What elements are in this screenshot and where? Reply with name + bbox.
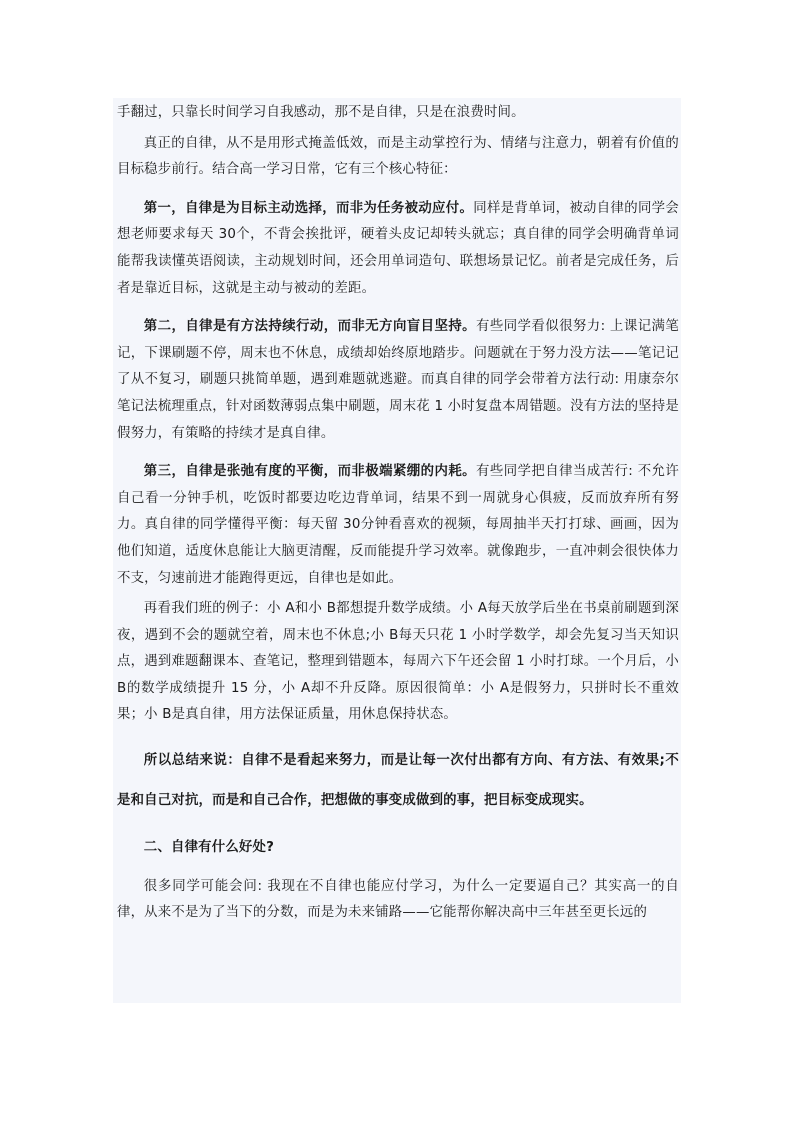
section-heading: 二、自律有什么好处? bbox=[143, 840, 275, 856]
feature-two-heading: 第二，自律是有方法持续行动，而非无方向盲目坚持。 bbox=[143, 319, 477, 335]
feature-one-heading: 第一，自律是为目标主动选择，而非为任务被动应付。 bbox=[143, 200, 474, 216]
document-body bbox=[117, 100, 679, 927]
paragraph-feature-three bbox=[117, 459, 679, 592]
paragraph-continuation: 手翻过，只靠长时间学习自我感动，那不是自律，只是在浪费时间。 bbox=[117, 105, 525, 120]
paragraph-feature-two bbox=[117, 314, 679, 447]
feature-three-body: 有些同学把自律当成苦行: 不允许自己看一分钟手机，吃饭时都要边吃边背单词，结果不到一周就身心俱疲，反而放弃所有努力。真自律的同学懂得平衡：每天留 30分钟看喜欢的视频，每周抽半天打打球、画画，因为他们知道，适度休息能让大脑更清醒，反而能提升学习效率。就像跑步，一直冲刺会很快体力不支，匀速前进才能跑得更远，自律也是如此。 bbox=[117, 464, 679, 586]
paragraph-summary: 所以总结来说：自律不是看起来努力，而是让每一次付出都有方向、有方法、有效果;不是和自己对抗，而是和自己合作，把想做的事变成做到的事，把目标变成现实。 bbox=[117, 753, 679, 809]
paragraph-benefits-intro: 很多同学可能会问: 我现在不自律也能应付学习，为什么一定要逼自己？其实高一的自律，从来不是为了当下的分数，而是为未来铺路——它能帮你解决高中三年甚至更长远的 bbox=[117, 878, 679, 921]
paragraph-class-example: 再看我们班的例子：小 A和小 B都想提升数学成绩。小 A每天放学后坐在书桌前刷题到深夜，遇到不会的题就空着，周末也不休息;小 B每天只花 1 小时学数学，却会先复习当天知识点，遇到难题翻课本、查笔记，整理到错题本，每周六下午还会留 1 小时打球。一个月后，小 B的数学成绩提升 15 分，小 A却不升反降。原因很简单：小 A是假努力，只拼时长不重效果；小 B是真自律，用方法保证质量，用休息保持状态。 bbox=[117, 601, 679, 723]
paragraph-definition: 真正的自律，从不是用形式掩盖低效，而是主动掌控行为、情绪与注意力，朝着有价值的目标稳步前行。结合高一学习日常，它有三个核心特征： bbox=[117, 135, 679, 178]
feature-one-body: 同样是背单词，被动自律的同学会想老师要求每天 30个，不背会挨批评，硬着头皮记却转头就忘；真自律的同学会明确背单词能帮我读懂英语阅读，主动规划时间，还会用单词造句、联想场景记忆。前者是完成任务，后者是靠近目标，这就是主动与被动的差距。 bbox=[117, 200, 679, 296]
paragraph-feature-one bbox=[117, 196, 679, 302]
feature-two-body: 有些同学看似很努力: 上课记满笔记，下课刷题不停，周末也不休息，成绩却始终原地踏步。问题就在于努力没方法——笔记记了从不复习，刷题只挑简单题，遇到难题就逃避。而真自律的同学会带着方法行动: 用康奈尔笔记法梳理重点，针对函数薄弱点集中刷题，周末花 1 小时复盘本周错题。没有方法的坚持是假努力，有策略的持续才是真自律。 bbox=[117, 319, 679, 441]
feature-three-heading: 第三，自律是张弛有度的平衡，而非极端紧绷的内耗。 bbox=[143, 464, 477, 480]
